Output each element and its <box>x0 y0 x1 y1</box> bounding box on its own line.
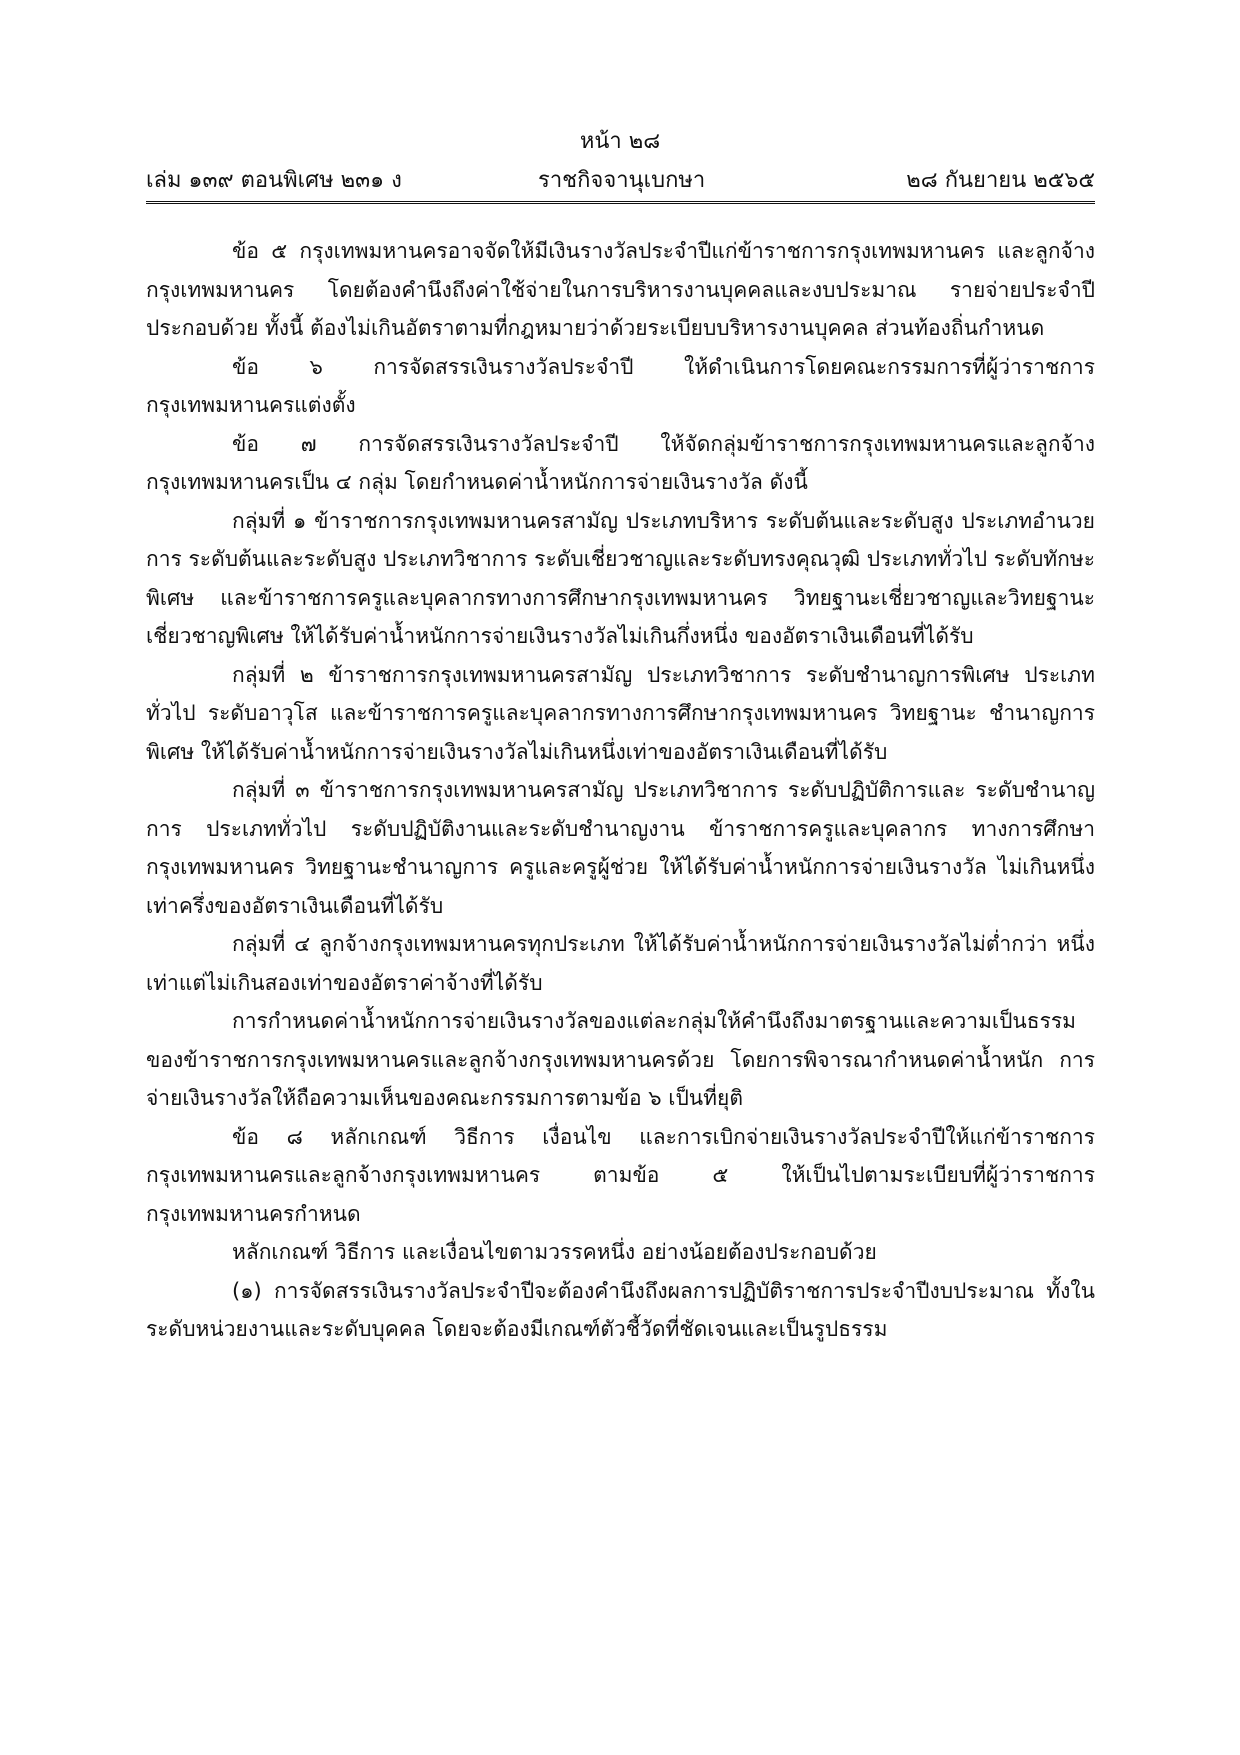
header-divider <box>146 201 1095 204</box>
paragraph-group-4: กลุ่มที่ ๔ ลูกจ้างกรุงเทพมหานครทุกประเภท ให้ได้รับค่าน้ำหนักการจ่ายเงินรางวัลไม่ต่ำกว่า หนึ่งเท่าแต่ไม่เกินสองเท่าของอัตราค่าจ้างที่ได้รับ <box>146 932 1095 995</box>
publication-date: ๒๘ กันยายน ๒๕๖๕ <box>906 168 1095 193</box>
publication-title: ราชกิจจานุเบกษา <box>538 168 706 193</box>
gazette-header <box>146 166 1095 198</box>
paragraph-clause-7: ข้อ ๗ การจัดสรรเงินรางวัลประจำปี ให้จัดกลุ่มข้าราชการกรุงเทพมหานครและลูกจ้าง กรุงเทพมหานครเป็น ๔ กลุ่ม โดยกำหนดค่าน้ำหนักการจ่ายเงินรางวัล ดังนี้ <box>146 431 1095 494</box>
paragraph-clause-6: ข้อ ๖ การจัดสรรเงินรางวัลประจำปี ให้ดำเนินการโดยคณะกรรมการที่ผู้ว่าราชการ กรุงเทพมหานครแต่งตั้ง <box>146 354 1095 417</box>
paragraph-group-3: กลุ่มที่ ๓ ข้าราชการกรุงเทพมหานครสามัญ ประเภทวิชาการ ระดับปฏิบัติการและ ระดับชำนาญการ ประเภททั่วไป ระดับปฏิบัติงานและระดับชำนาญงาน ข้าราชการครูและบุคลากร ทางการศึกษากรุงเทพมหานคร วิทยฐานะชำนาญการ ครูและครูผู้ช่วย ให้ได้รับค่าน้ำหนักการจ่ายเงินรางวัล ไม่เกินหนึ่งเท่าครึ่งของอัตราเงินเดือนที่ได้รับ <box>146 778 1095 918</box>
paragraph-item-1: (๑) การจัดสรรเงินรางวัลประจำปีจะต้องคำนึงถึงผลการปฏิบัติราชการประจำปีงบประมาณ ทั้งในระดับหน่วยงานและระดับบุคคล โดยจะต้องมีเกณฑ์ตัวชี้วัดที่ชัดเจนและเป็นรูปธรรม <box>146 1278 1095 1341</box>
paragraph-group-2: กลุ่มที่ ๒ ข้าราชการกรุงเทพมหานครสามัญ ประเภทวิชาการ ระดับชำนาญการพิเศษ ประเภททั่วไป ระดับอาวุโส และข้าราชการครูและบุคลากรทางการศึกษากรุงเทพมหานคร วิทยฐานะ ชำนาญการพิเศษ ให้ได้รับค่าน้ำหนักการจ่ายเงินรางวัลไม่เกินหนึ่งเท่าของอัตราเงินเดือนที่ได้รับ <box>146 662 1095 764</box>
paragraph-group-1: กลุ่มที่ ๑ ข้าราชการกรุงเทพมหานครสามัญ ประเภทบริหาร ระดับต้นและระดับสูง ประเภทอำนวยการ ระดับต้นและระดับสูง ประเภทวิชาการ ระดับเชี่ยวชาญและระดับทรงคุณวุฒิ ประเภททั่วไป ระดับทักษะพิเศษ และข้าราชการครูและบุคลากรทางการศึกษากรุงเทพมหานคร วิทยฐานะเชี่ยวชาญและวิทยฐานะเชี่ยวชาญพิเศษ ให้ได้รับค่าน้ำหนักการจ่ายเงินรางวัลไม่เกินกึ่งหนึ่ง ของอัตราเงินเดือนที่ได้รับ <box>146 508 1095 648</box>
page-number: หน้า ๒๘ <box>579 129 661 154</box>
document-body <box>146 232 1095 1349</box>
paragraph-clause-5: ข้อ ๕ กรุงเทพมหานครอาจจัดให้มีเงินรางวัลประจำปีแก่ข้าราชการกรุงเทพมหานคร และลูกจ้างกรุงเทพมหานคร โดยต้องคำนึงถึงค่าใช้จ่ายในการบริหารงานบุคคลและงบประมาณ รายจ่ายประจำปีประกอบด้วย ทั้งนี้ ต้องไม่เกินอัตราตามที่กฎหมายว่าด้วยระเบียบบริหารงานบุคคล ส่วนท้องถิ่นกำหนด <box>146 239 1095 340</box>
paragraph-weighting: การกำหนดค่าน้ำหนักการจ่ายเงินรางวัลของแต่ละกลุ่มให้คำนึงถึงมาตรฐานและความเป็นธรรม ของข้าราชการกรุงเทพมหานครและลูกจ้างกรุงเทพมหานครด้วย โดยการพิจารณากำหนดค่าน้ำหนัก การจ่ายเงินรางวัลให้ถือความเห็นของคณะกรรมการตามข้อ ๖ เป็นที่ยุติ <box>146 1009 1095 1110</box>
paragraph-criteria: หลักเกณฑ์ วิธีการ และเงื่อนไขตามวรรคหนึ่ง อย่างน้อยต้องประกอบด้วย <box>232 1240 877 1264</box>
paragraph-clause-8: ข้อ ๘ หลักเกณฑ์ วิธีการ เงื่อนไข และการเบิกจ่ายเงินรางวัลประจำปีให้แก่ข้าราชการ กรุงเทพมหานครและลูกจ้างกรุงเทพมหานคร ตามข้อ ๕ ให้เป็นไปตามระเบียบที่ผู้ว่าราชการ กรุงเทพมหานครกำหนด <box>146 1124 1095 1226</box>
volume-info: เล่ม ๑๓๙ ตอนพิเศษ ๒๓๑ ง <box>146 168 402 193</box>
